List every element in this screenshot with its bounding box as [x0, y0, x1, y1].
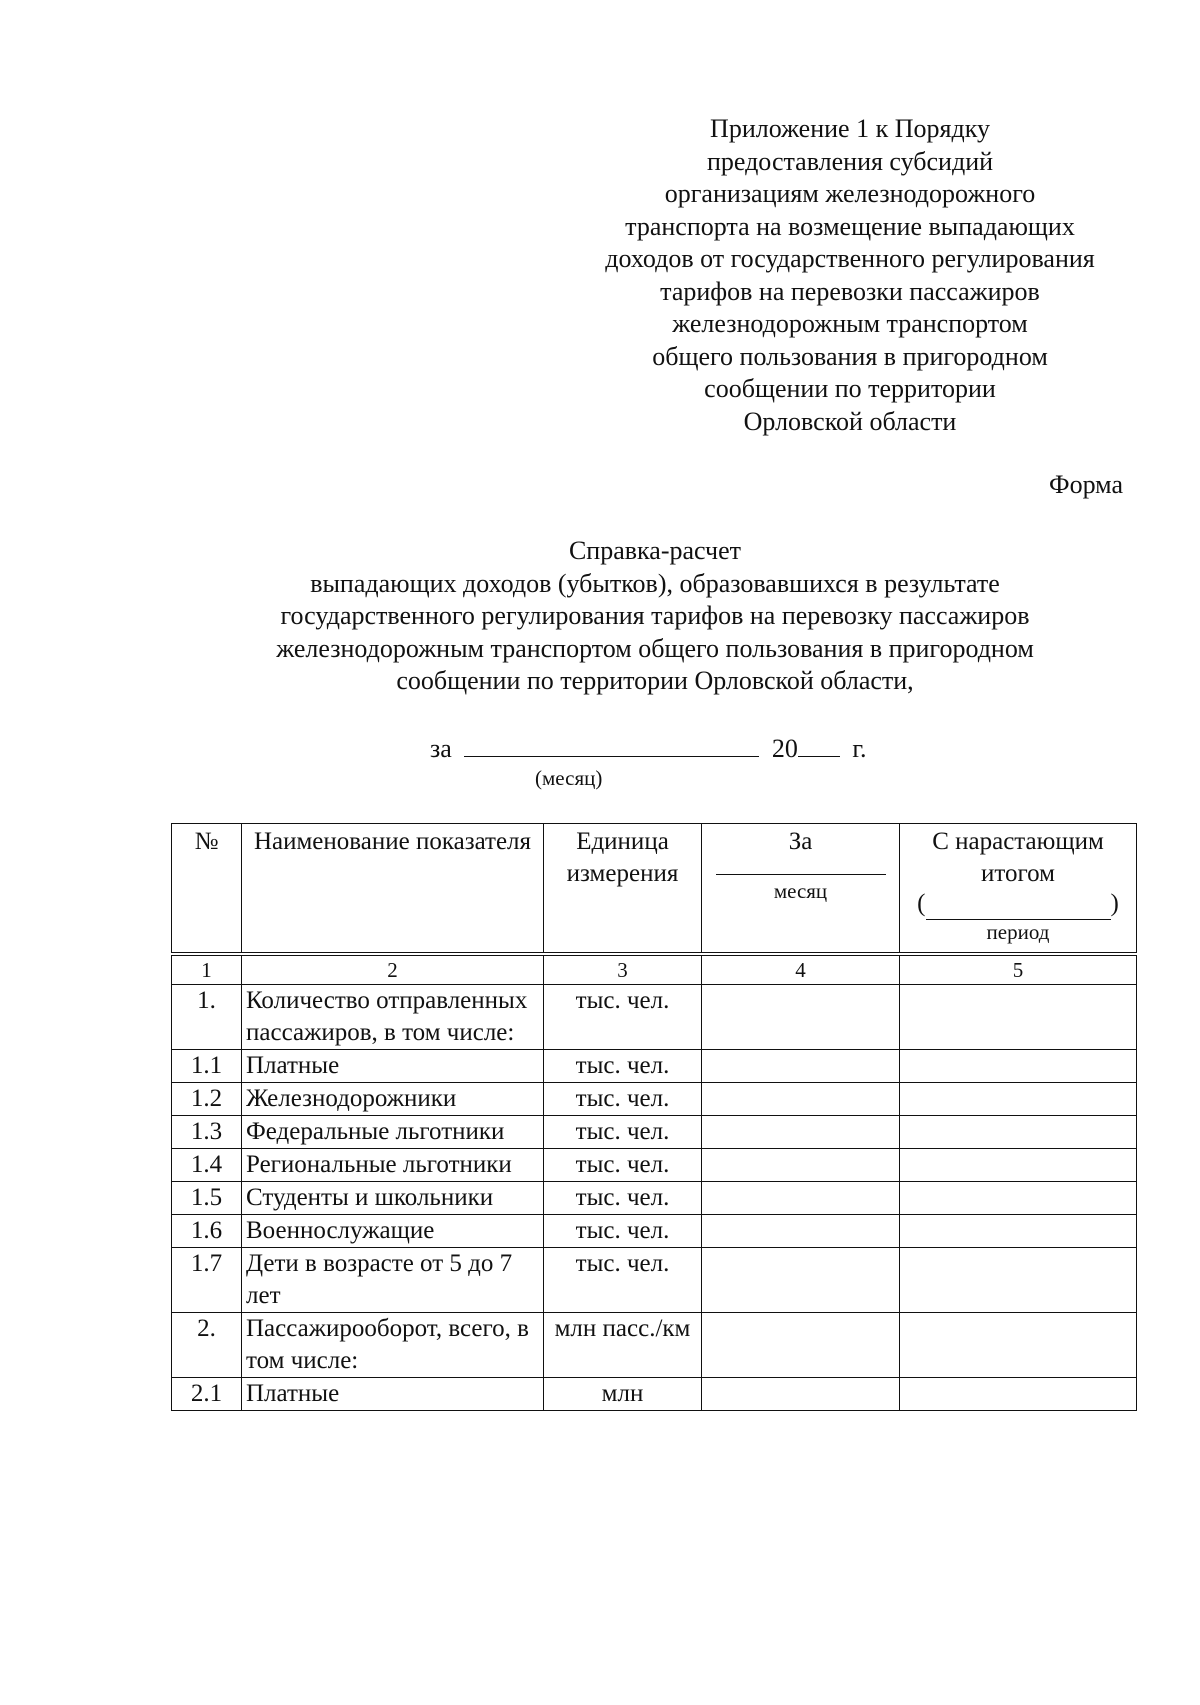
year-blank-field[interactable] — [798, 734, 840, 757]
appendix-line: тарифов на перевозки пассажиров — [660, 276, 1040, 306]
header-cumulative-label: С нарастающим итогом — [932, 828, 1104, 887]
appendix-line: железнодорожным транспортом — [672, 309, 1028, 338]
table-row — [172, 1149, 1137, 1182]
appendix-line: организациям железнодорожного — [664, 179, 1036, 208]
row-number: 1.6 — [172, 1215, 242, 1248]
cumulative-value-cell[interactable] — [900, 1378, 1137, 1411]
row-unit: тыс. чел. — [544, 1182, 702, 1215]
header-month — [702, 824, 900, 955]
cumulative-value-cell[interactable] — [900, 1313, 1137, 1378]
table-row — [172, 985, 1137, 1050]
appendix-line: доходов от государственного регулирования — [605, 244, 1095, 273]
cumulative-value-cell[interactable] — [900, 1050, 1137, 1083]
row-name: Федеральные льготники — [242, 1116, 544, 1149]
title-line: Справка-расчет — [568, 536, 742, 565]
table-row — [172, 1050, 1137, 1083]
cumulative-value-cell[interactable] — [900, 1149, 1137, 1182]
table-row — [172, 1083, 1137, 1116]
cumulative-value-cell[interactable] — [900, 985, 1137, 1050]
row-name: Дети в возрасте от 5 до 7 лет — [242, 1248, 544, 1313]
column-number: 4 — [702, 954, 900, 985]
row-unit: млн — [544, 1378, 702, 1411]
row-name: Платные — [242, 1378, 544, 1411]
header-no: № — [172, 824, 242, 955]
row-number: 1.4 — [172, 1149, 242, 1182]
cumulative-value-cell[interactable] — [900, 1116, 1137, 1149]
month-value-cell[interactable] — [702, 1215, 900, 1248]
appendix-line: общего пользования в пригородном — [652, 341, 1048, 371]
row-number: 2. — [172, 1313, 242, 1378]
row-unit: тыс. чел. — [544, 985, 702, 1050]
period-line — [430, 734, 867, 764]
table-row — [172, 1378, 1137, 1411]
table-row — [172, 1248, 1137, 1313]
period-blank-line — [904, 890, 1132, 920]
month-blank-field[interactable] — [464, 734, 759, 757]
table-row — [172, 1182, 1137, 1215]
column-number: 1 — [172, 954, 242, 985]
title-line: выпадающих доходов (убытков), образовавшихся в результате — [310, 568, 1000, 598]
column-number: 5 — [900, 954, 1137, 985]
month-value-cell[interactable] — [702, 1050, 900, 1083]
row-unit: тыс. чел. — [544, 1050, 702, 1083]
header-month-top: За — [788, 828, 813, 855]
report-table — [171, 823, 1137, 1411]
table-row — [172, 1313, 1137, 1378]
column-number-row — [172, 954, 1137, 985]
header-name: Наименование показателя — [242, 824, 544, 955]
row-unit: тыс. чел. — [544, 1215, 702, 1248]
row-name: Железнодорожники — [242, 1083, 544, 1116]
cumulative-value-cell[interactable] — [900, 1248, 1137, 1313]
table-header-row — [172, 824, 1137, 955]
month-caption: (месяц) — [535, 766, 603, 790]
row-name: Региональные льготники — [242, 1149, 544, 1182]
row-unit: тыс. чел. — [544, 1248, 702, 1313]
month-value-cell[interactable] — [702, 1182, 900, 1215]
appendix-line: предоставления субсидий — [706, 146, 994, 176]
year-prefix: 20 — [771, 734, 798, 763]
header-period-caption: период — [986, 920, 1050, 944]
column-number: 2 — [242, 954, 544, 985]
month-value-cell[interactable] — [702, 1378, 900, 1411]
column-number: 3 — [544, 954, 702, 985]
row-number: 1.1 — [172, 1050, 242, 1083]
row-number: 1.2 — [172, 1083, 242, 1116]
month-value-cell[interactable] — [702, 1149, 900, 1182]
title-line: сообщении по территории Орловской области, — [396, 666, 914, 695]
row-number: 2.1 — [172, 1378, 242, 1411]
month-value-cell[interactable] — [702, 1116, 900, 1149]
row-name: Студенты и школьники — [242, 1182, 544, 1215]
cumulative-value-cell[interactable] — [900, 1182, 1137, 1215]
document-title — [140, 535, 1170, 698]
appendix-line: транспорта на возмещение выпадающих — [625, 211, 1075, 241]
row-name: Военнослужащие — [242, 1215, 544, 1248]
paren-open: ( — [917, 890, 926, 917]
appendix-header — [580, 113, 1120, 438]
year-suffix: г. — [852, 734, 867, 763]
row-name: Платные — [242, 1050, 544, 1083]
row-number: 1. — [172, 985, 242, 1050]
cumulative-value-cell[interactable] — [900, 1215, 1137, 1248]
month-value-cell[interactable] — [702, 1313, 900, 1378]
form-label: Форма — [1049, 470, 1123, 499]
period-prefix: за — [430, 734, 452, 763]
table-row — [172, 1215, 1137, 1248]
appendix-line: Приложение 1 к Порядку — [710, 114, 990, 143]
month-value-cell[interactable] — [702, 985, 900, 1050]
header-cumulative — [900, 824, 1137, 955]
header-unit: Единица измерения — [544, 824, 702, 955]
period-blank-field[interactable] — [926, 897, 1111, 920]
cumulative-value-cell[interactable] — [900, 1083, 1137, 1116]
appendix-line: Орловской области — [743, 406, 957, 436]
row-name: Пассажирооборот, всего, в том числе: — [242, 1313, 544, 1378]
month-header-blank[interactable] — [716, 868, 886, 875]
row-unit: млн пасс./км — [544, 1313, 702, 1378]
title-line: государственного регулирования тарифов на перевозку пассажиров — [280, 601, 1030, 630]
title-line: железнодорожным транспортом общего пользования в пригородном — [276, 633, 1034, 663]
row-name: Количество отправленных пассажиров, в том числе: — [242, 985, 544, 1050]
row-number: 1.7 — [172, 1248, 242, 1313]
header-month-caption: месяц — [773, 879, 828, 903]
appendix-line: сообщении по территории — [704, 374, 996, 403]
row-number: 1.5 — [172, 1182, 242, 1215]
row-unit: тыс. чел. — [544, 1116, 702, 1149]
month-value-cell[interactable] — [702, 1248, 900, 1313]
row-unit: тыс. чел. — [544, 1083, 702, 1116]
month-value-cell[interactable] — [702, 1083, 900, 1116]
row-unit: тыс. чел. — [544, 1149, 702, 1182]
table-row — [172, 1116, 1137, 1149]
paren-close: ) — [1110, 890, 1119, 917]
row-number: 1.3 — [172, 1116, 242, 1149]
